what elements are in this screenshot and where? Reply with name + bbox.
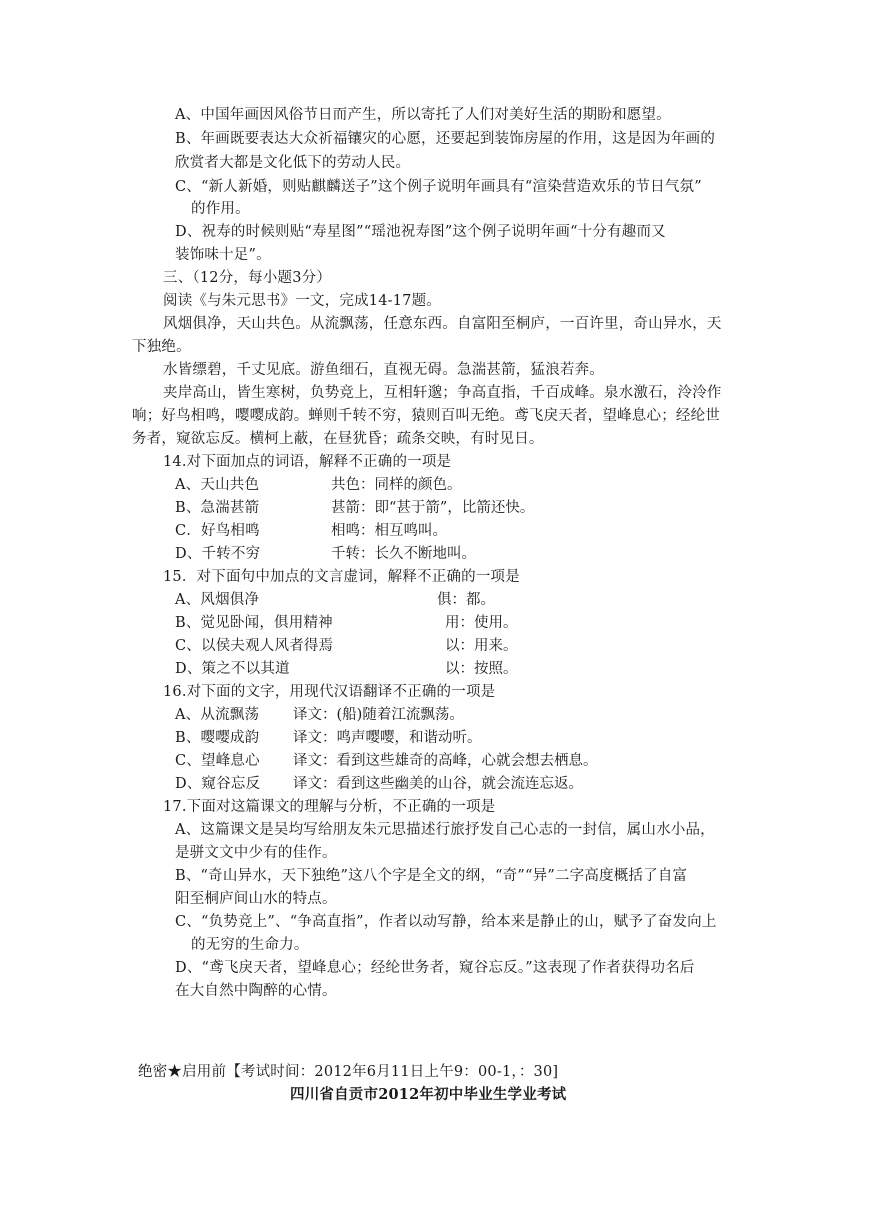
- q17-line: 的无穷的生命力。: [191, 937, 309, 953]
- q15-option-right: 以：按照。: [445, 661, 518, 677]
- q16-option-left: A、从流飘荡: [175, 707, 260, 723]
- q14-option-left: A、天山共色: [175, 477, 260, 493]
- q16-option-left: B、嘤嘤成韵: [175, 730, 260, 746]
- q15-option-right: 俱：都。: [437, 592, 495, 608]
- q14-option-right: 相鸣：相互鸣叫。: [331, 523, 447, 539]
- section-heading: 三、（12分，每小题3分）: [163, 270, 332, 286]
- q14-option-left: D、千转不穷: [175, 546, 261, 562]
- q15-option-left: C、以侯夫观人风者得焉: [175, 638, 334, 654]
- q17-line: 在大自然中陶醉的心情。: [175, 983, 337, 999]
- q16-option-right: 译文：看到这些雄奇的高峰，心就会想去栖息。: [293, 753, 598, 769]
- q13-option-c-cont: 的作用。: [191, 201, 250, 217]
- q16-option-left: D、窥谷忘反: [175, 776, 261, 792]
- q13-option-b: B、年画既要表达大众祈福镶灾的心愿，还要起到装饰房屋的作用，这是因为年画的: [175, 131, 716, 147]
- q13-option-d-cont: 装饰味十足”。: [175, 247, 271, 263]
- q14-option-right: 千转：长久不断地叫。: [331, 546, 476, 562]
- q17-line: C、“负势竞上”、“争高直指”，作者以动写静，给本来是静止的山，赋予了奋发向上: [175, 914, 717, 930]
- passage-line: 夹岸高山，皆生寒树，负势竞上，互相轩邈；争高直指，千百成峰。泉水激石，泠泠作: [163, 385, 722, 401]
- passage-line: 响；好鸟相鸣，嘤嘤成韵。蝉则千转不穷，猿则百叫无绝。鸢飞戾天者，望峰息心；经纶世: [132, 408, 720, 424]
- section-intro: 阅读《与朱元思书》一文，完成14-17题。: [163, 293, 441, 309]
- q15-stem: 15．对下面句中加点的文言虚词，解释不正确的一项是: [163, 569, 520, 585]
- q14-option-right: 甚箭：即“甚于箭”，比箭还快。: [331, 500, 535, 516]
- q14-option-left: B、急湍甚箭: [175, 500, 260, 516]
- q16-stem: 16.对下面的文字，用现代汉语翻译不正确的一项是: [163, 684, 496, 700]
- q15-option-left: A、风烟俱净: [175, 592, 260, 608]
- q15-option-left: D、策之不以其道: [175, 661, 290, 677]
- q17-line: B、“奇山异水，天下独绝”这八个字是全文的纲，“奇”“异”二字高度概括了自富: [175, 868, 688, 884]
- exam-title: 四川省自贡市2012年初中毕业生学业考试: [290, 1086, 567, 1103]
- q17-line: A、这篇课文是吴均写给朋友朱元思描述行旅抒发自己心志的一封信，属山水小品，: [175, 822, 715, 838]
- passage-line: 水皆缥碧，千丈见底。游鱼细石，直视无碍。急湍甚箭，猛浪若奔。: [163, 362, 604, 378]
- passage-line: 务者，窥欲忘反。横柯上蔽，在昼犹昏；疏条交映，有时见日。: [132, 431, 544, 447]
- q16-option-right: 译文：鸣声嘤嘤，和谐动听。: [293, 730, 482, 746]
- q15-option-right: 用：使用。: [445, 615, 518, 631]
- q17-line: 阳至桐庐间山水的特点。: [175, 891, 337, 907]
- q14-stem: 14.对下面加点的词语，解释不正确的一项是: [163, 454, 452, 470]
- passage-line: 风烟俱净，天山共色。从流飘荡，任意东西。自富阳至桐庐，一百许里，奇山异水，天: [163, 316, 722, 332]
- q15-option-right: 以：用来。: [445, 638, 518, 654]
- q15-option-left: B、觉见卧闻，俱用精神: [175, 615, 333, 631]
- q14-option-right: 共色：同样的颜色。: [331, 477, 462, 493]
- q14-option-left: C．好鸟相鸣: [175, 523, 260, 539]
- q13-option-d: D、祝寿的时候则贴“寿星图”“瑶池祝寿图”这个例子说明年画“十分有趣而又: [175, 224, 666, 240]
- q13-option-a: A、中国年画因风俗节日而产生，所以寄托了人们对美好生活的期盼和愿望。: [175, 107, 671, 123]
- passage-line: 下独绝。: [132, 339, 191, 355]
- q17-line: D、“鸢飞戾天者，望峰息心；经纶世务者，窥谷忘反。”这表现了作者获得功名后: [175, 960, 695, 976]
- confidential-notice: 绝密★启用前【考试时间：2012年6月11日上午9：00-1，：30]: [138, 1064, 559, 1080]
- q17-line: 是骈文文中少有的佳作。: [175, 845, 337, 861]
- q16-option-right: 译文：看到这些幽美的山谷，就会流连忘返。: [293, 776, 583, 792]
- q16-option-right: 译文：(船)随着江流飘荡。: [293, 707, 464, 723]
- q16-option-left: C、望峰息心: [175, 753, 260, 769]
- q13-option-c: C、“新人新婚，则贴麒麟送子”这个例子说明年画具有“渲染营造欢乐的节日气氛”: [175, 179, 702, 195]
- q13-option-b-cont: 欣赏者大都是文化低下的劳动人民。: [175, 155, 411, 171]
- q17-stem: 17.下面对这篇课文的理解与分析，不正确的一项是: [163, 799, 496, 815]
